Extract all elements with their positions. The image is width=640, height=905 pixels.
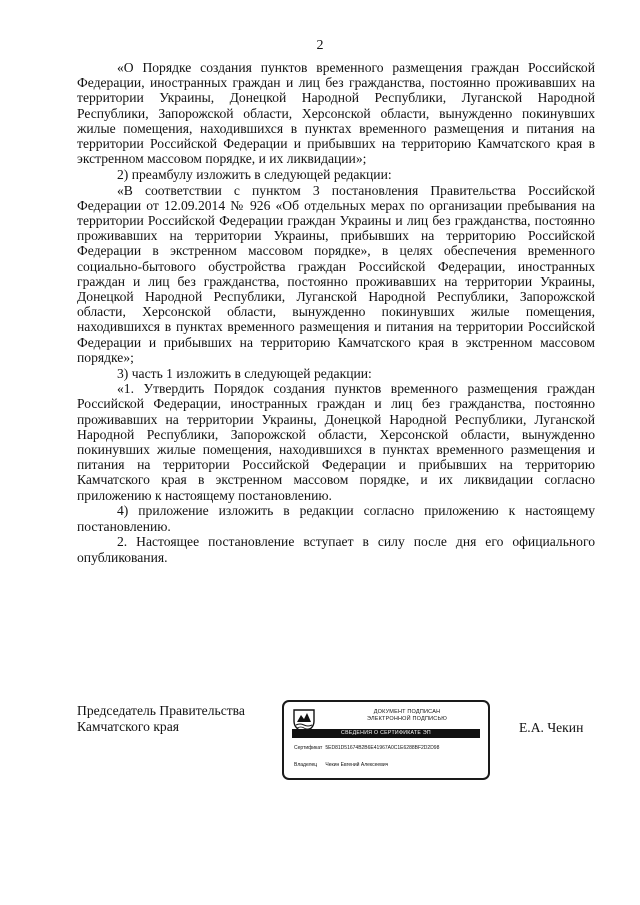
paragraph-item-2: 2) преамбулу изложить в следующей редакции: [117,166,392,182]
paragraph-item-3: 3) часть 1 изложить в следующей редакции: [117,365,372,381]
signatory-position [77,703,245,735]
stamp-certificate-value: 5ED81D51674B2B6E41967A0C1E6288BF2D2D98 [325,745,440,751]
stamp-certificate-label: Сертификат [294,745,323,751]
stamp-owner-label: Владелец [294,762,318,768]
document-body [77,60,595,565]
paragraph-effective-date: 2. Настоящее постановление вступает в силу после дня его официального опубликования. [77,534,595,565]
signer-name: Е.А. Чекин [519,720,584,735]
signatory-position-line2: Камчатского края [77,719,180,734]
signatory-position-line1: Председатель Правительства [77,703,245,718]
stamp-certificate-header: СВЕДЕНИЯ О СЕРТИФИКАТЕ ЭП [292,729,480,738]
page-number: 2 [316,38,324,53]
stamp-owner-row [294,762,484,769]
paragraph-preamble: «В соответствии с пунктом 3 постановления Правительства Российской Федерации от 12.09.2014 № 926 «Об отдельных мерах по организации пребывания на территории Российской Федерации граждан Украины и лиц без гражданства, постоянно проживавших на территории Украины, прибывших на территорию Российской Федерации в экстренном массовом порядке», в целях обеспечения временного социально-бытового обустройства граждан Российской Федерации, иностранных граждан и лиц без гражданства, постоянно проживавших на территории Украины, Донецкой Народной Республики, Луганской Народной Республики, Запорожской области, Херсонской области, вынужденно покинувших жилые помещения, находившихся в пунктах временного размещения и питания на территории Российской Федерации и прибывших на территорию Камчатского края в экстренном массовом порядке»; [77,182,595,365]
paragraph-part-1: «1. Утвердить Порядок создания пунктов временного размещения граждан Российской Федерации, иностранных граждан и лиц без гражданства, постоянно проживавших на территории Украины, Донецкой Народной Республики, Луганской Народной Республики, Запорожской области, Херсонской области, вынужденно покинувших жилые помещения, находившихся в пунктах временного размещения и питания на территории Российской Федерации и прибывших на территорию Камчатского края в экстренном массовом порядке, и их ликвидации согласно приложению к настоящему постановлению. [77,381,595,503]
paragraph-item-4: 4) приложение изложить в редакции согласно приложению к настоящему постановлению. [77,503,595,534]
stamp-certificate-row [294,745,484,752]
stamp-title: ДОКУМЕНТ ПОДПИСАН ЭЛЕКТРОННОЙ ПОДПИСЬЮ [366,709,448,722]
stamp-owner-value: Чекин Евгений Алексеевич [325,762,389,768]
paragraph-title-quote: «О Порядке создания пунктов временного размещения граждан Российской Федерации, иностранных граждан и лиц без гражданства, постоянно проживавших на территории Украины, Донецкой Народной Республики, Луганской Народной Республики, Запорожской области, Херсонской области, вынужденно покинувших жилые помещения, находившихся в пунктах временного размещения и питания на территории Российской Федерации и прибывших на территорию Камчатского края в экстренном массовом порядке, и их ликвидации»; [77,60,595,167]
electronic-signature-stamp [282,700,490,780]
